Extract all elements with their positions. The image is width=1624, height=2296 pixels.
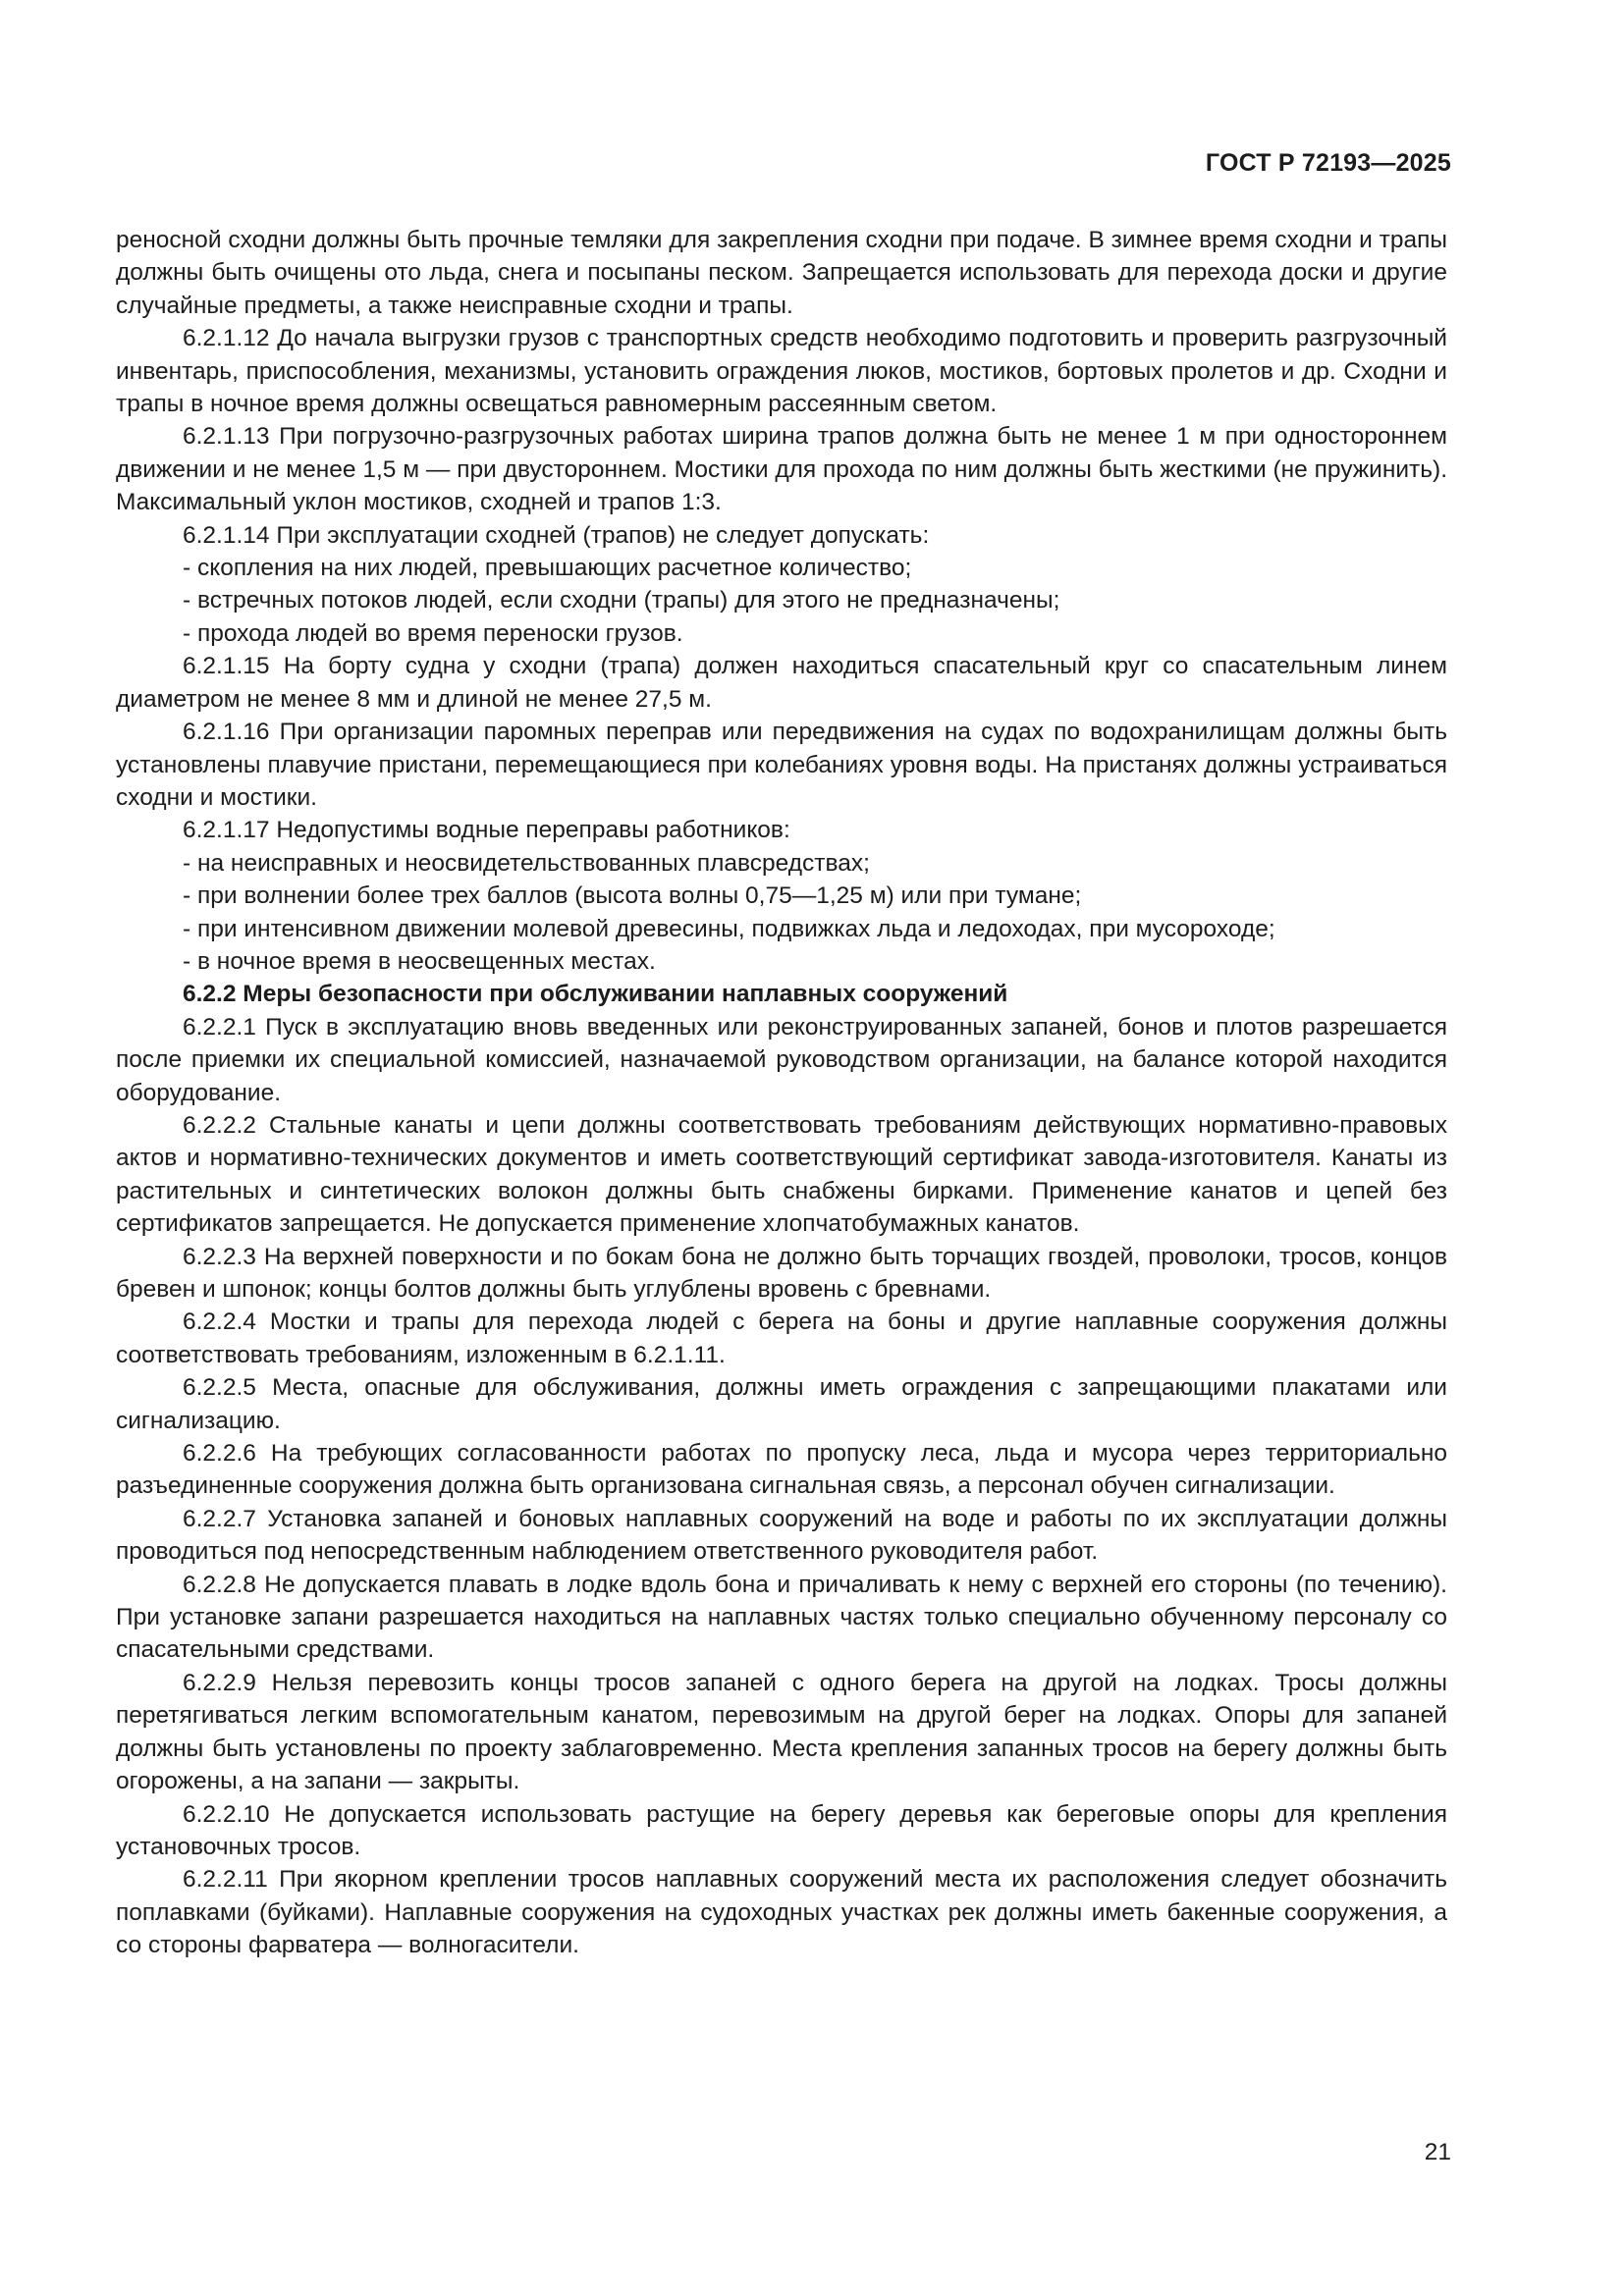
paragraph: 6.2.2.5 Места, опасные для обслуживания, должны иметь ограждения с запрещающими плакатами или сигнализацию. <box>116 1374 1447 1434</box>
paragraph: 6.2.2.3 На верхней поверхности и по бокам бона не должно быть торчащих гвоздей, проволоки, тросов, концов бревен и шпонок; концы болтов должны быть углублены вровень с бревнами. <box>116 1243 1447 1303</box>
paragraph: 6.2.2.4 Мостки и трапы для перехода людей с берега на боны и другие наплавные сооружения должны соответствовать требованиям, изложенным в 6.2.1.11. <box>116 1308 1447 1368</box>
paragraph: 6.2.1.16 При организации паромных переправ или передвижения на судах по водохранилищам должны быть установлены плавучие пристани, перемещающиеся при колебаниях уровня воды. На пристанях должны устраиваться сходни и мостики. <box>116 719 1447 811</box>
paragraph: 6.2.2.2 Стальные канаты и цепи должны соответствовать требованиям действующих нормативно-правовых актов и нормативно-технических документов и иметь соответствующий сертификат завода-изготовителя. Канаты из растительных и синтетических волокон должны быть снабжены бирками. Применение канатов и цепей без сертификатов запрещается. Не допускается применение хлопчатобумажных канатов. <box>116 1111 1447 1238</box>
paragraph: 6.2.2.8 Не допускается плавать в лодке вдоль бона и причаливать к нему с верхней его стороны (по течению). При установке запани разрешается находиться на наплавных частях только специально обученному персоналу со спасательными средствами. <box>116 1571 1447 1664</box>
list-item: - в ночное время в неосвещенных местах. <box>183 947 656 975</box>
paragraph: 6.2.2.11 При якорном креплении тросов наплавных сооружений места их расположения следует обозначить поплавками (буйками). Наплавные сооружения на судоходных участках рек должны иметь бакенные сооружения, а со стороны фарватера — волногасители. <box>116 1866 1447 1959</box>
paragraph: 6.2.2.7 Установка запаней и боновых наплавных сооружений на воде и работы по их эксплуатации должны проводиться под непосредственным наблюдением ответственного руководителя работ. <box>116 1505 1447 1566</box>
paragraph: 6.2.2.9 Нельзя перевозить концы тросов запаней с одного берега на другой на лодках. Тросы должны перетягиваться легким вспомогательным канатом, перевозимым на другой берег на лодках. Опоры для запаней должны быть установлены по проекту заблаговременно. Места крепления запанных тросов на берегу должны быть огорожены, а на запани — закрыты. <box>116 1669 1447 1795</box>
document-header: ГОСТ Р 72193—2025 <box>1205 149 1451 177</box>
paragraph: 6.2.1.15 На борту судна у сходни (трапа) должен находиться спасательный круг со спасательным линем диаметром не менее 8 мм и длиной не менее 27,5 м. <box>116 653 1447 713</box>
list-item: - встречных потоков людей, если сходни (трапы) для этого не предназначены; <box>183 587 1060 614</box>
paragraph: 6.2.2.6 На требующих согласованности работах по пропуску леса, льда и мусора через территориально разъединенные сооружения должна быть организована сигнальная связь, а персонал обучен сигнализации. <box>116 1440 1447 1500</box>
list-item: - при интенсивном движении молевой древесины, подвижках льда и ледоходах, при мусороходе; <box>183 915 1275 942</box>
document-body <box>116 224 1447 1962</box>
paragraph: реносной сходни должны быть прочные темляки для закрепления сходни при подаче. В зимнее время сходни и трапы должны быть очищены ото льда, снега и посыпаны песком. Запрещается использовать для перехода доски и другие случайные предметы, а также неисправные сходни и трапы. <box>116 227 1447 319</box>
section-heading: 6.2.2 Меры безопасности при обслуживании наплавных сооружений <box>183 981 1008 1008</box>
list-item: - при волнении более трех баллов (высота волны 0,75—1,25 м) или при тумане; <box>183 882 1082 910</box>
list-item: - скопления на них людей, превышающих расчетное количество; <box>183 555 912 582</box>
page-number: 21 <box>1424 2139 1451 2165</box>
list-item: - прохода людей во время переноски грузов. <box>183 619 683 647</box>
paragraph: 6.2.1.12 До начала выгрузки грузов с транспортных средств необходимо подготовить и проверить разгрузочный инвентарь, приспособления, механизмы, установить ограждения люков, мостиков, бортовых пролетов и др. Сходни и трапы в ночное время должны освещаться равномерным рассеянным светом. <box>116 325 1447 418</box>
paragraph: 6.2.2.1 Пуск в эксплуатацию вновь введенных или реконструированных запаней, бонов и плотов разрешается после приемки их специальной комиссией, назначаемой руководством организации, на балансе которой находится оборудование. <box>116 1013 1447 1106</box>
paragraph: 6.2.1.17 Недопустимы водные переправы работников: <box>183 817 790 844</box>
paragraph: 6.2.1.14 При эксплуатации сходней (трапов) не следует допускать: <box>183 521 930 549</box>
paragraph: 6.2.1.13 При погрузочно-разгрузочных работах ширина трапов должна быть не менее 1 м при одностороннем движении и не менее 1,5 м — при двустороннем. Мостики для прохода по ним должны быть жесткими (не пружинить). Максимальный уклон мостиков, сходней и трапов 1:3. <box>116 423 1447 516</box>
paragraph: 6.2.2.10 Не допускается использовать растущие на берегу деревья как береговые опоры для крепления установочных тросов. <box>116 1800 1447 1860</box>
list-item: - на неисправных и неосвидетельствованных плавсредствах; <box>183 849 870 877</box>
